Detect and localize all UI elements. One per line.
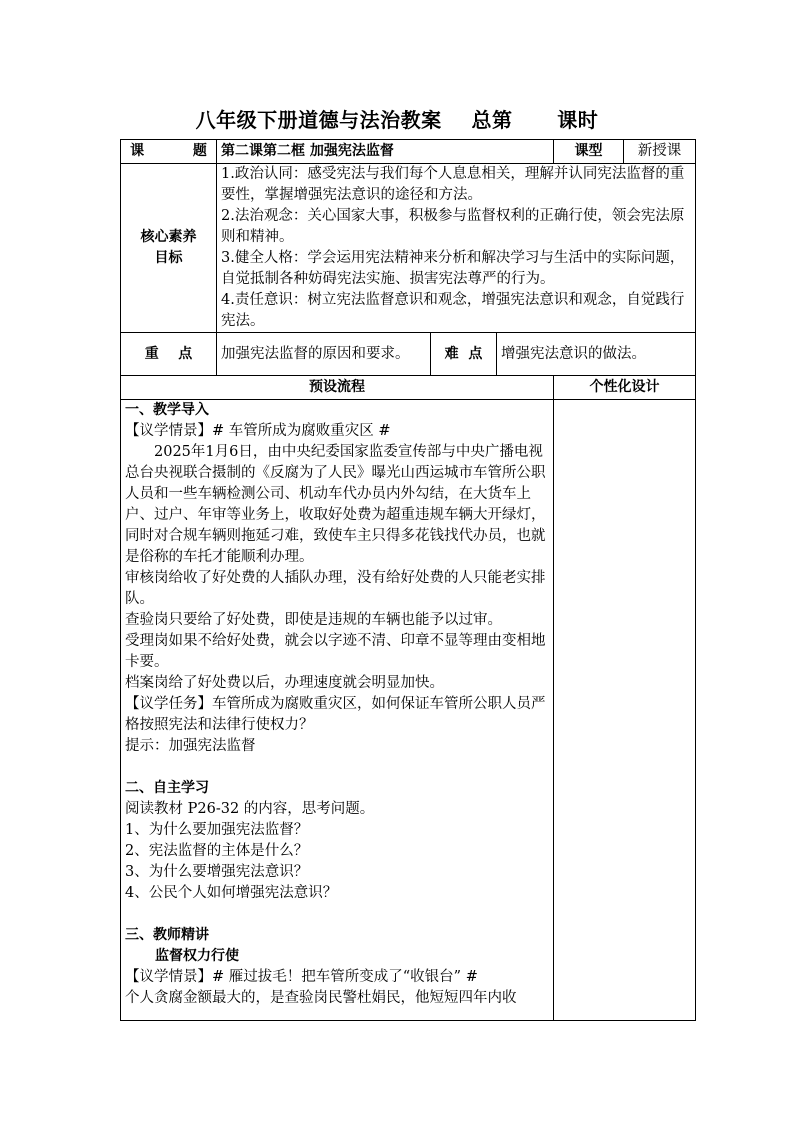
- flow-header-left: 预设流程: [121, 376, 554, 400]
- section-2-intro: 阅读教材 P26-32 的内容，思考问题。: [125, 801, 375, 817]
- section-2-title: 二、自主学习: [125, 780, 209, 796]
- course-label: 课 题: [121, 140, 217, 164]
- section-1-hint: 提示：加强宪法监督: [125, 738, 256, 754]
- section-3-paragraph: 个人贪腐金额最大的，是查验岗民警杜娟民，他短短四年内收: [125, 990, 517, 1006]
- goal-item: 1.政治认同：感受宪法与我们每个人息息相关，理解并认同宪法监督的重要性，掌握增强宪法意识的途径和方法。: [221, 166, 685, 203]
- question-item: 4、公民个人如何增强宪法意识？: [125, 885, 338, 901]
- section-3-scene: 【议学情景】# 雁过拔毛！把车管所变成了“收银台” #: [125, 969, 478, 985]
- spacer: [125, 757, 549, 778]
- flow-header-row: [121, 376, 696, 400]
- section-1-scene: 【议学情景】# 车管所成为腐败重灾区 #: [125, 423, 391, 439]
- lesson-plan-table: [120, 139, 696, 1021]
- goal-item: 2.法治观念：关心国家大事，积极参与监督权利的正确行使，领会宪法原则和精神。: [221, 208, 685, 245]
- key-value: 加强宪法监督的原因和要求。: [217, 333, 431, 376]
- section-1-task: 【议学任务】车管所成为腐败重灾区，如何保证车管所公职人员严格按照宪法和法律行使权力？: [125, 696, 546, 733]
- personalized-design-cell: [554, 400, 696, 1021]
- flow-body-row: [121, 400, 696, 1021]
- section-1-paragraph: 档案岗给了好处费以后，办理速度就会明显加快。: [125, 675, 444, 691]
- section-3-subtitle: 监督权力行使: [155, 948, 239, 964]
- key-label: 重 点: [121, 333, 217, 376]
- goals-content: [217, 164, 696, 333]
- goals-label: [121, 164, 217, 333]
- spacer: [125, 904, 549, 925]
- course-row: [121, 140, 696, 164]
- section-1-paragraph: 受理岗如果不给好处费，就会以字迹不清、印章不显等理由变相地卡要。: [125, 633, 546, 670]
- type-label: 课型: [554, 140, 624, 164]
- goal-item: 4.责任意识：树立宪法监督意识和观念，增强宪法意识和观念，自觉践行宪法。: [221, 292, 685, 329]
- goals-label-line-2: 目标: [154, 250, 183, 266]
- question-item: 3、为什么要增强宪法意识？: [125, 864, 309, 880]
- key-row: [121, 333, 696, 376]
- flow-header-right: 个性化设计: [554, 376, 696, 400]
- section-1-title: 一、教学导入: [125, 402, 209, 418]
- section-1-paragraph: 查验岗只要给了好处费，即使是违规的车辆也能予以过审。: [125, 612, 502, 628]
- page-title: 八年级下册道德与法治教案 总第 课时: [195, 108, 599, 132]
- goals-label-line-1: 核心素养: [140, 229, 197, 245]
- section-1-paragraph: 2025年1月6日，由中央纪委国家监委宣传部与中央广播电视总台央视联合摄制的《反腐为了人民》曝光山西运城市车管所公职人员和一些车辆检测公司、机动车代办员内外勾结，在大货车上户、过户、年审等业务上，收取好处费为超重违规车辆大开绿灯，同时对合规车辆则拖延刁难，致使车主只得多花钱找代办员，也就是俗称的车托才能顺利办理。: [125, 444, 546, 565]
- question-item: 2、宪法监督的主体是什么？: [125, 843, 309, 859]
- goal-item: 3.健全人格：学会运用宪法精神来分析和解决学习与生活中的实际问题，自觉抵制各种妨碍宪法实施、损害宪法尊严的行为。: [221, 250, 685, 287]
- difficulty-label: 难 点: [431, 333, 497, 376]
- goals-row: [121, 164, 696, 333]
- difficulty-value: 增强宪法意识的做法。: [497, 333, 696, 376]
- type-value: 新授课: [624, 140, 696, 164]
- section-1-paragraph: 审核岗给收了好处费的人插队办理，没有给好处费的人只能老实排队。: [125, 570, 546, 607]
- section-3-title: 三、教师精讲: [125, 927, 209, 943]
- flow-content: [121, 400, 554, 1021]
- course-value: 第二课第二框 加强宪法监督: [217, 140, 554, 164]
- question-item: 1、为什么要加强宪法监督？: [125, 822, 309, 838]
